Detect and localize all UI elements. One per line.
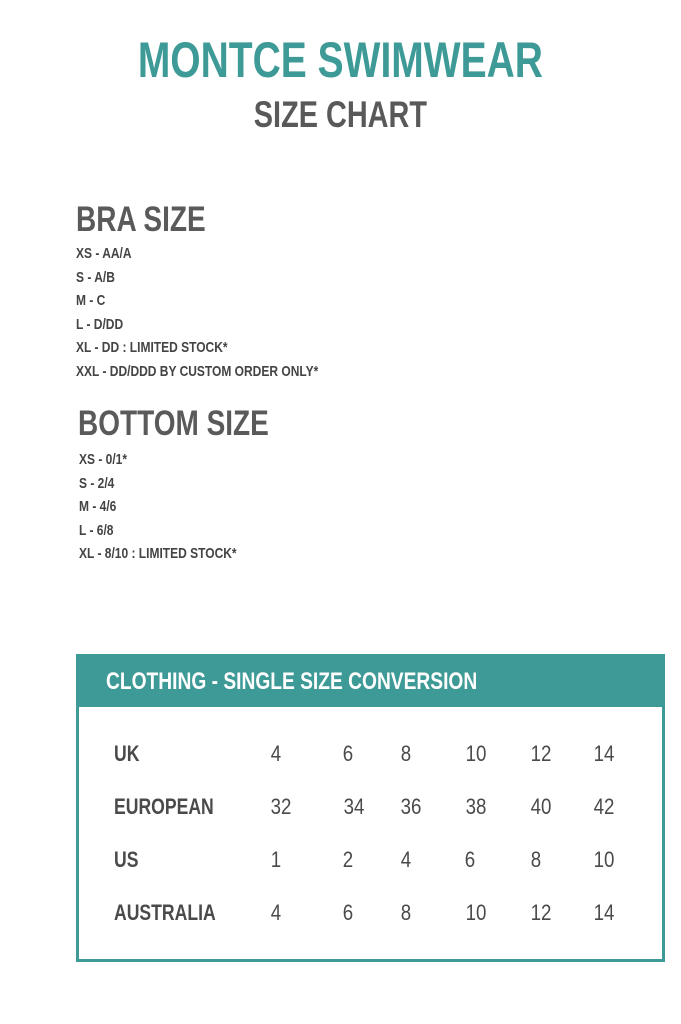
bra-size-heading: BRA SIZE (76, 200, 206, 239)
table-row-uk (79, 734, 662, 774)
table-cell: 10 (465, 900, 487, 925)
table-cell: 12 (530, 900, 552, 925)
table-row-us (79, 840, 662, 880)
table-cell: 6 (464, 847, 476, 872)
row-label: UK (114, 741, 140, 766)
row-label: EUROPEAN (114, 794, 214, 819)
bra-size-item: S - A/B (76, 268, 115, 286)
table-row-european (79, 787, 662, 827)
bottom-size-item: XS - 0/1* (79, 451, 128, 468)
table-cell: 8 (530, 847, 542, 872)
conversion-table-title: CLOTHING - SINGLE SIZE CONVERSION (106, 668, 478, 695)
bra-size-item: M - C (76, 292, 106, 309)
bra-size-item: XS - AA/A (76, 245, 132, 262)
table-cell: 14 (593, 900, 615, 925)
table-cell: 2 (342, 847, 354, 872)
row-label: US (114, 847, 139, 872)
bra-size-list (76, 242, 379, 383)
table-cell: 34 (343, 794, 365, 819)
bottom-size-section (78, 402, 317, 566)
table-cell: 6 (342, 900, 354, 925)
table-cell: 32 (270, 794, 292, 819)
table-cell: 14 (593, 741, 615, 766)
size-conversion-table (76, 654, 665, 962)
conversion-table-header (79, 657, 662, 707)
table-cell: 4 (270, 900, 282, 925)
table-cell: 10 (465, 741, 487, 766)
table-cell: 36 (400, 794, 422, 819)
bottom-size-item: L - 6/8 (79, 521, 114, 539)
table-row-australia (79, 893, 662, 933)
table-cell: 8 (400, 900, 412, 925)
bra-size-item: XXL - DD/DDD BY CUSTOM ORDER ONLY* (76, 362, 319, 380)
table-cell: 42 (593, 794, 615, 819)
table-cell: 12 (530, 741, 552, 766)
bottom-size-heading: BOTTOM SIZE (78, 404, 269, 443)
table-cell: 10 (593, 847, 615, 872)
table-cell: 40 (530, 794, 552, 819)
bra-size-item: L - D/DD (76, 315, 124, 333)
table-cell: 6 (342, 741, 354, 766)
brand-title: MONTCE SWIMWEAR (137, 32, 543, 88)
table-cell: 4 (400, 847, 412, 872)
bottom-size-list (78, 448, 317, 566)
table-cell: 4 (270, 741, 282, 766)
table-cell: 1 (270, 847, 282, 872)
row-label: AUSTRALIA (114, 900, 216, 925)
bottom-size-item: M - 4/6 (79, 498, 117, 515)
bra-size-section (76, 198, 379, 383)
table-cell: 8 (400, 741, 412, 766)
bottom-size-item: XL - 8/10 : LIMITED STOCK* (79, 545, 237, 562)
table-cell: 38 (465, 794, 487, 819)
bottom-size-item: S - 2/4 (79, 474, 115, 492)
page-subtitle: SIZE CHART (253, 94, 427, 135)
bra-size-item: XL - DD : LIMITED STOCK* (76, 339, 228, 356)
